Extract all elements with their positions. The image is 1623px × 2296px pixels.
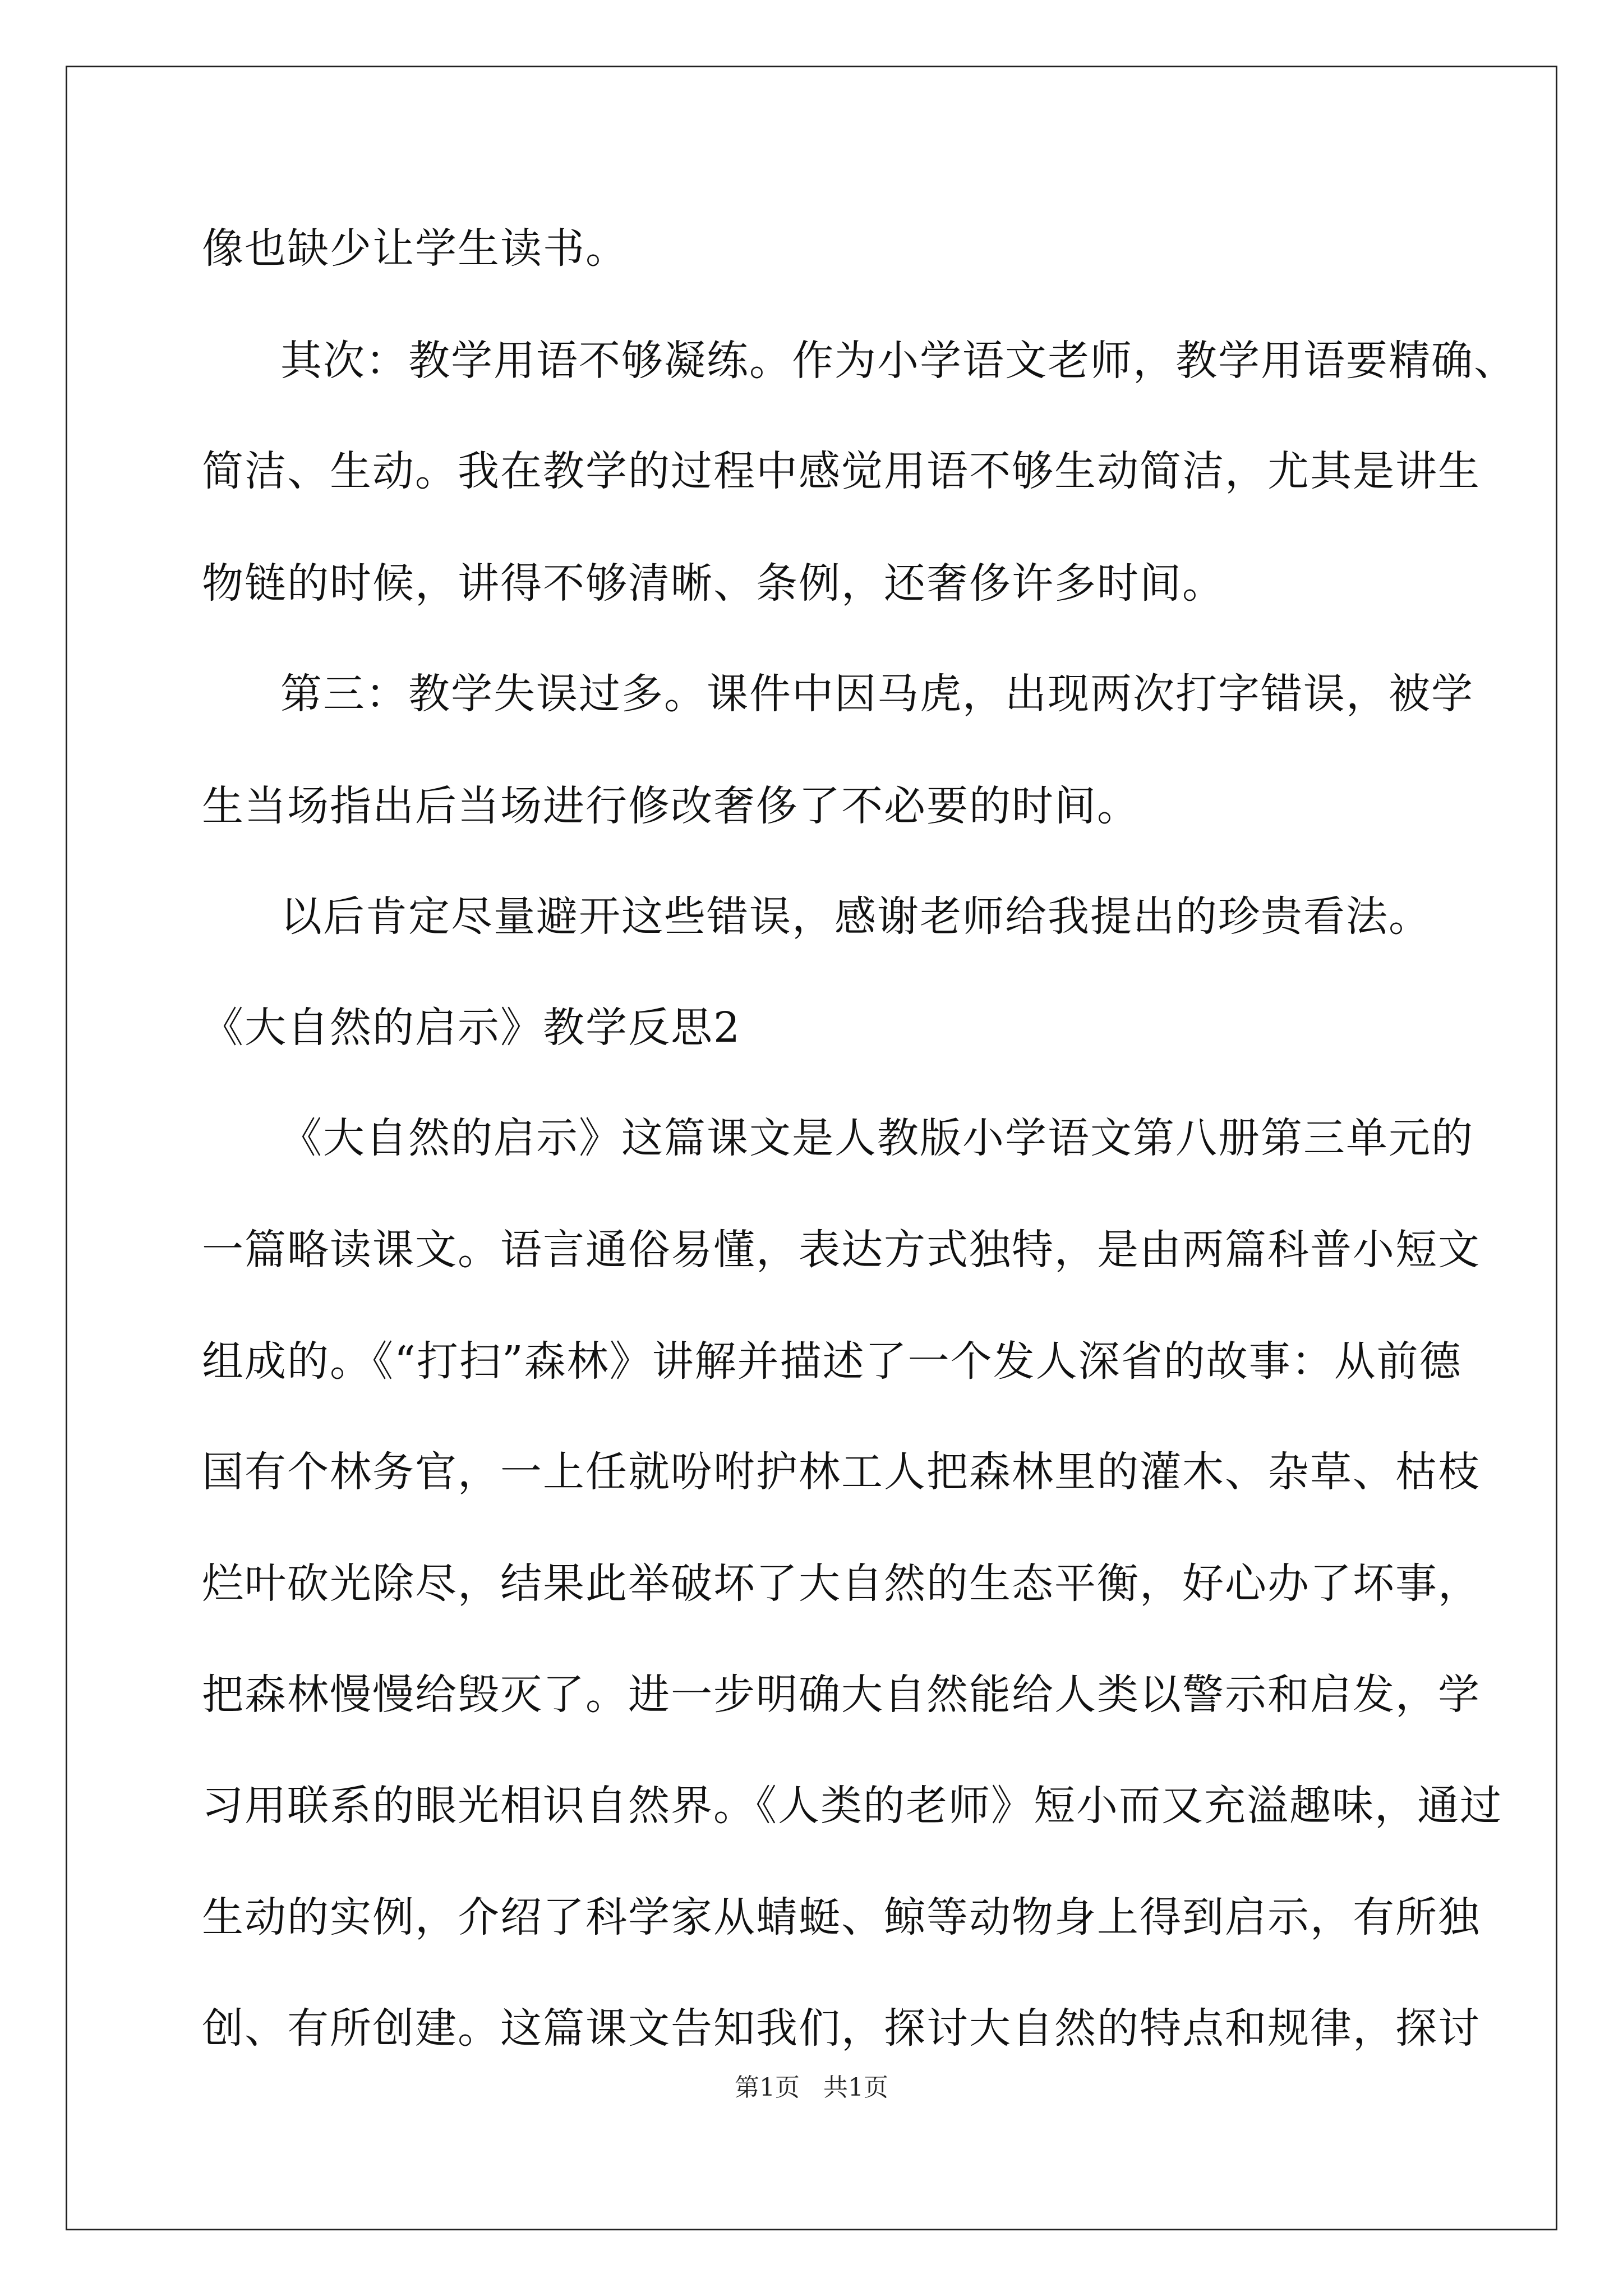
body-line-1: 像也缺少让学生读书。: [202, 224, 628, 273]
body-line-7: 以后肯定尽量避开这些错误，感谢老师给我提出的珍贵看法。: [280, 892, 1431, 941]
body-line-3: 简洁、生动。我在教学的过程中感觉用语不够生动简洁，尤其是讲生: [202, 447, 1481, 495]
body-line-16: 生动的实例，介绍了科学家从蜻蜓、鲸等动物身上得到启示，有所独: [202, 1893, 1481, 1941]
body-line-5: 第三：教学失误过多。课件中因马虎，出现两次打字错误，被学: [280, 670, 1474, 718]
body-line-15: 习用联系的眼光相识自然界。《人类的老师》短小而又充溢趣味，通过: [202, 1782, 1502, 1830]
body-line-13: 烂叶砍光除尽，结果此举破坏了大自然的生态平衡，好心办了坏事，: [202, 1559, 1481, 1608]
body-line-10: 一篇略读课文。语言通俗易懂，表达方式独特，是由两篇科普小短文: [202, 1226, 1481, 1274]
body-line-4: 物链的时候，讲得不够清晰、条例，还奢侈许多时间。: [202, 559, 1225, 608]
section-heading: 《大自然的启示》教学反思2: [202, 1004, 741, 1052]
body-line-14: 把森林慢慢给毁灭了。进一步明确大自然能给人类以警示和启发，学: [202, 1671, 1481, 1719]
body-line-11: 组成的。《“打扫”森林》讲解并描述了一个发人深省的故事：从前德: [202, 1337, 1462, 1386]
body-line-9: 《大自然的启示》这篇课文是人教版小学语文第八册第三单元的: [280, 1114, 1474, 1162]
body-line-6: 生当场指出后当场进行修改奢侈了不必要的时间。: [202, 782, 1140, 830]
page-number-footer: 第1页 共1页: [735, 2073, 888, 2102]
body-line-12: 国有个林务官，一上任就吩咐护林工人把森林里的灌木、杂草、枯枝: [202, 1448, 1481, 1496]
body-line-2: 其次：教学用语不够凝练。作为小学语文老师，教学用语要精确、: [280, 337, 1516, 385]
body-line-17: 创、有所创建。这篇课文告知我们，探讨大自然的特点和规律，探讨: [202, 2004, 1481, 2053]
